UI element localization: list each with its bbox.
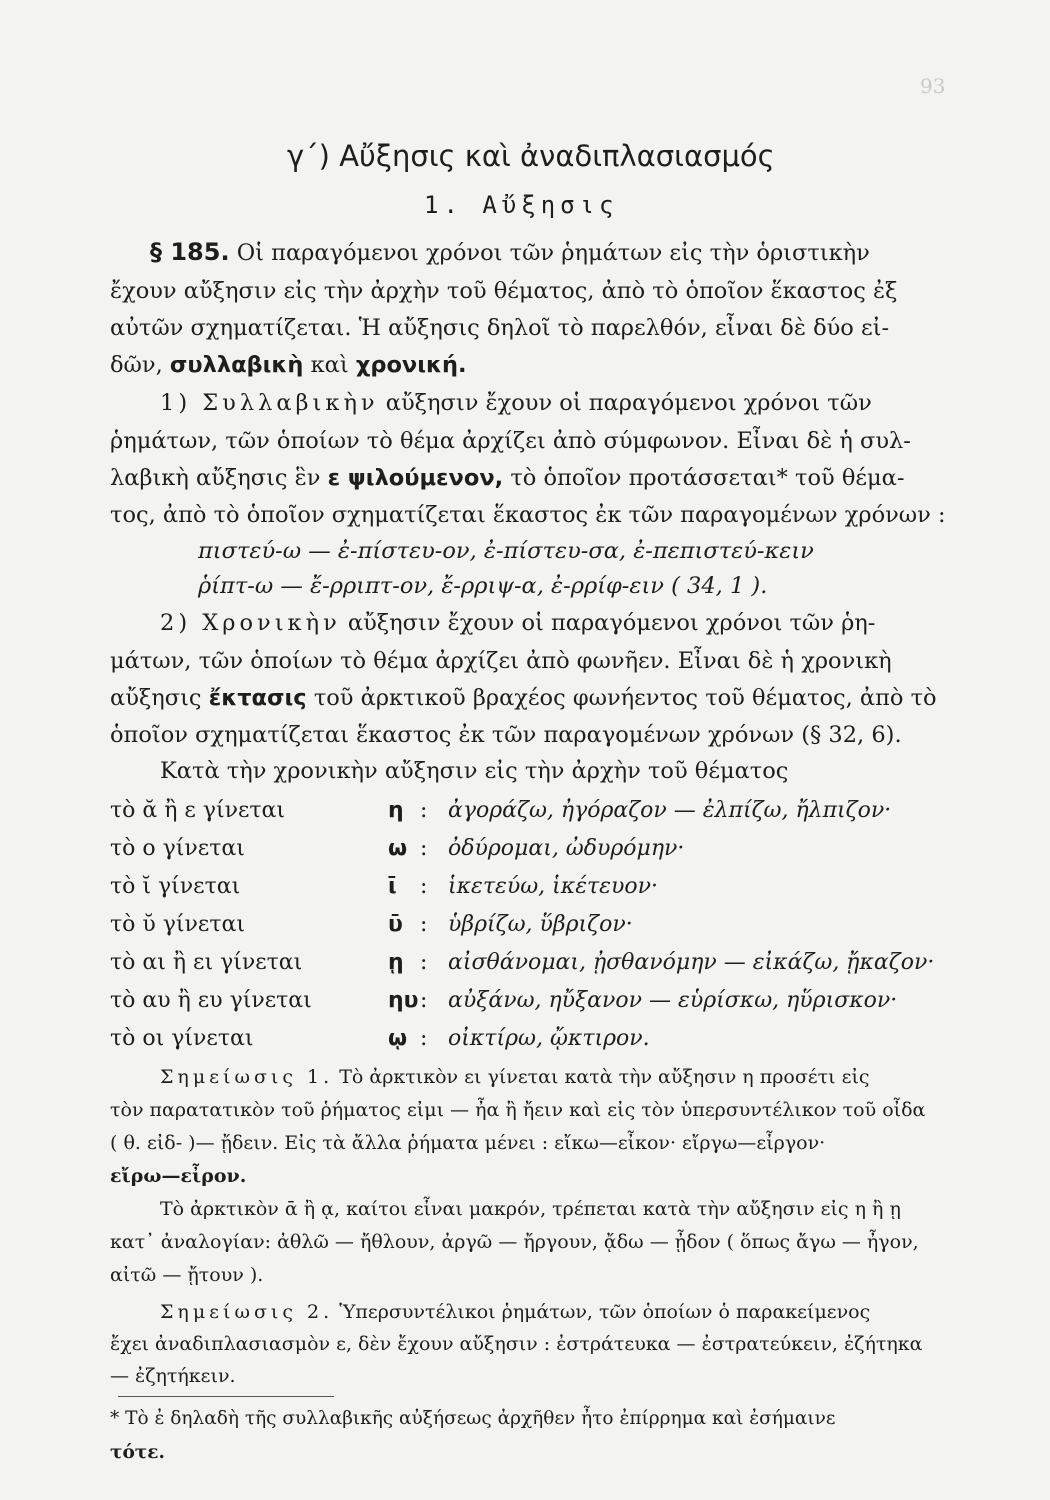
footnote-line-1: * Τὸ ἐ δηλαδὴ τῆς συλλαβικῆς αὐξήσεως ἀρχῆθεν ἦτο ἐπίρρημα καὶ ἐσήμαινε — [110, 1408, 836, 1429]
paragraph-185-line-3: αὐτῶν σχηματίζεται. Ἡ αὔξησις δηλοῖ τὸ παρελθόν, εἶναι δὲ δύο εἰ- — [110, 315, 890, 341]
note-2-line-3: — ἐζητήκειν. — [110, 1365, 236, 1387]
table-row: τὸ οι γίνεται ῳ : οἰκτίρω, ᾤκτιρον. — [110, 1026, 650, 1051]
temporal-line-1: 2) Χρονικὴν αὔξησιν ἔχουν οἱ παραγόμενοι χρόνοι τῶν ῥη- — [160, 610, 876, 636]
table-row: τὸ αυ ἢ ευ γίνεται ηυ : αὐξάνω, ηὔξανον — εὑρίσκω, ηὕρισκον· — [110, 988, 898, 1013]
syllabic-line-2: ῥημάτων, τῶν ὁποίων τὸ θέμα ἀρχίζει ἀπὸ σύμφωνον. Εἶναι δὲ ἡ συλ- — [110, 428, 911, 454]
section-number: § 185. — [150, 238, 230, 266]
temporal-line-2: μάτων, τῶν ὁποίων τὸ θέμα ἀρχίζει ἀπὸ φωνῆεν. Εἶναι δὲ ἡ χρονικὴ — [110, 648, 892, 674]
syllabic-line-3: λαβικὴ αὔξησις ἓν ε ψιλούμενον, τὸ ὁποῖον προτάσσεται* τοῦ θέμα- — [110, 465, 905, 491]
table-row: τὸ ο γίνεται ω : ὀδύρομαι, ὠδυρόμην· — [110, 836, 685, 861]
footnote-divider — [118, 1396, 334, 1397]
temporal-label: 2) Χρονικὴν — [160, 610, 341, 636]
note-1-line-3: ( θ. εἰδ- )— ᾔδειν. Εἰς τὰ ἄλλα ῥήματα μένει : εἴκω—εἶκον· εἴργω—εἶργον· — [110, 1132, 826, 1154]
table-row: τὸ αι ἢ ει γίνεται ῃ : αἰσθάνομαι, ᾐσθανόμην — εἰκάζω, ᾔκαζον· — [110, 950, 935, 975]
section-subheading: 1. Αὔξησις — [424, 191, 619, 219]
temporal-line-3: αὔξησις ἔκτασις τοῦ ἀρκτικοῦ βραχέος φωνήεντος τοῦ θέματος, ἀπὸ τὸ — [110, 685, 937, 711]
note-2-label: Σημείωσις 2. — [160, 1301, 334, 1323]
syllabic-example-1: πιστεύ-ω — ἐ-πίστευ-ον, ἐ-πίστευ-σα, ἐ-πεπιστεύ-κειν — [198, 538, 814, 564]
note-1-line-4: εἴρω—εἶρον. — [110, 1165, 247, 1187]
temporal-line-4: ὁποῖον σχηματίζεται ἕκαστος ἐκ τῶν παραγομένων χρόνων (§ 32, 6). — [110, 722, 902, 748]
temporal-intro: Κατὰ τὴν χρονικὴν αὔξησιν εἰς τὴν ἀρχὴν τοῦ θέματος — [160, 758, 789, 784]
note-1-line-6: κατ᾽ ἀναλογίαν: ἀθλῶ — ἤθλουν, ἀργῶ — ἤργουν, ᾄδω — ᾖδον ( ὅπως ἄγω — ἦγον, — [110, 1231, 919, 1253]
table-row: τὸ ᾰ ἢ ε γίνεται η : ἀγοράζω, ἠγόραζον — ἐλπίζω, ἤλπιζον· — [110, 798, 892, 823]
note-1-line-1: Σημείωσις 1. Τὸ ἀρκτικὸν ει γίνεται κατὰ τὴν αὔξησιν η προσέτι εἰς — [160, 1066, 870, 1088]
note-2-line-1: Σημείωσις 2. Ὑπερσυντέλικοι ῥημάτων, τῶν ὁποίων ὁ παρακείμενος — [160, 1301, 871, 1323]
table-row: τὸ ῐ γίνεται ῑ : ἱκετεύω, ἱκέτευον· — [110, 874, 658, 899]
syllabic-line-1: 1) Συλλαβικὴν αὔξησιν ἔχουν οἱ παραγόμενοι χρόνοι τῶν — [160, 390, 872, 416]
paragraph-185-line-4: δῶν, συλλαβικὴ καὶ χρονική. — [110, 352, 467, 378]
table-row: τὸ ῠ γίνεται ῡ : ὑβρίζω, ὕβριζον· — [110, 912, 633, 937]
term-syllabic: συλλαβικὴ — [169, 352, 304, 378]
syllabic-line-4: τος, ἀπὸ τὸ ὁποῖον σχηματίζεται ἕκαστος ἐκ τῶν παραγομένων χρόνων : — [110, 502, 946, 528]
note-1-line-5: Τὸ ἀρκτικὸν ᾱ ἢ ᾳ, καίτοι εἶναι μακρόν, τρέπεται κατὰ τὴν αὔξησιν εἰς η ἢ ῃ — [160, 1198, 901, 1220]
term-ektasis: ἔκτασις — [208, 685, 307, 711]
note-2-line-2: ἔχει ἀναδιπλασιασμὸν ε, δὲν ἔχουν αὔξησιν : ἐστράτευκα — ἐστρατεύκειν, ἐζήτηκα — [110, 1333, 923, 1355]
footnote-line-2: τότε. — [110, 1442, 165, 1463]
term-temporal: χρονική. — [355, 352, 467, 378]
note-1-label: Σημείωσις 1. — [160, 1066, 334, 1088]
note-1-line-7: αἰτῶ — ᾔτουν ). — [110, 1264, 264, 1286]
paragraph-185-line-2: ἔχουν αὔξησιν εἰς τὴν ἀρχὴν τοῦ θέματος, ἀπὸ τὸ ὁποῖον ἕκαστος ἐξ — [110, 278, 898, 304]
note-1-line-2: τὸν παρατατικὸν τοῦ ῥήματος εἰμι — ἦα ἢ ἤειν καὶ εἰς τὸν ὑπερσυντέλικον τοῦ οἶδα — [110, 1099, 926, 1121]
term-epsilon-psilon: ε ψιλούμενον, — [327, 465, 504, 491]
page-number: 93 — [920, 74, 946, 98]
paragraph-185-line-1: § 185. Οἱ παραγόμενοι χρόνοι τῶν ῥημάτων εἰς τὴν ὁριστικὴν — [150, 238, 870, 266]
syllabic-label: 1) Συλλαβικὴν — [160, 390, 379, 416]
syllabic-example-2: ῥίπτ-ω — ἔ-ρριπτ-ον, ἔ-ρριψ-α, ἐ-ρρίφ-ειν ( 34, 1 ). — [198, 573, 768, 599]
chapter-heading: γ΄) Αὔξησις καὶ ἀναδιπλασιασμός — [287, 139, 775, 173]
